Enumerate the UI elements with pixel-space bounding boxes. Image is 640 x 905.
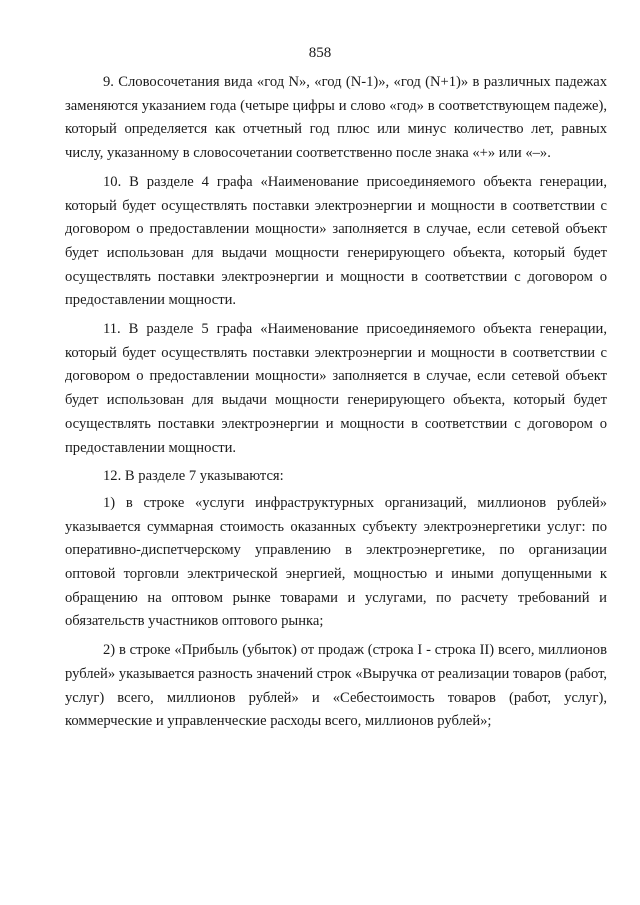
paragraph-subitem-1: 1) в строке «услуги инфраструктурных организаций, миллионов рублей» указывается суммарная стоимость оказанных субъекту электроэнергетики услуг: по оперативно-диспетчерскому управлению в электроэнергетике, по организации оптовой торговли электрической энергией, мощностью и иными допущенными к обращению на оптовом рынке товарами и услугами, по расчету требований и обязательств участников оптового рынка; bbox=[65, 494, 607, 630]
paragraph-item-9: 9. Словосочетания вида «год N», «год (N-1)», «год (N+1)» в различных падежах заменяются указанием года (четыре цифры и слово «год» в соответствующем падеже), который определяется как отчетный год плюс или минус количество лет, равных числу, указанному в словосочетании соответственно после знака «+» или «–». bbox=[65, 74, 607, 162]
paragraph-item-12: 12. В разделе 7 указываются: bbox=[103, 468, 284, 485]
paragraph-item-10: 10. В разделе 4 графа «Наименование присоединяемого объекта генерации, который будет осуществлять поставки электроэнергии и мощности в соответствии с договором о предоставлении мощности» заполняется в случае, если сетевой объект будет использован для выдачи мощности генерирующего объекта, который будет осуществлять поставки электроэнергии и мощности в соответствии с договором о предоставлении мощности. bbox=[65, 173, 607, 309]
paragraph-item-11: 11. В разделе 5 графа «Наименование присоединяемого объекта генерации, который будет осуществлять поставки электроэнергии и мощности в соответствии с договором о предоставлении мощности» заполняется в случае, если сетевой объект будет использован для выдачи мощности генерирующего объекта, который будет осуществлять поставки электроэнергии и мощности в соответствии с договором о предоставлении мощности. bbox=[65, 321, 607, 456]
paragraph-subitem-2: 2) в строке «Прибыль (убыток) от продаж (строка I - строка II) всего, миллионов рублей» указывается разность значений строк «Выручка от реализации товаров (работ, услуг) всего, миллионов рублей» и «Себестоимость товаров (работ, услуг), коммерческие и управленческие расходы всего, миллионов рублей»; bbox=[65, 642, 607, 730]
page-number: 858 bbox=[308, 45, 332, 61]
document-body bbox=[65, 71, 607, 739]
